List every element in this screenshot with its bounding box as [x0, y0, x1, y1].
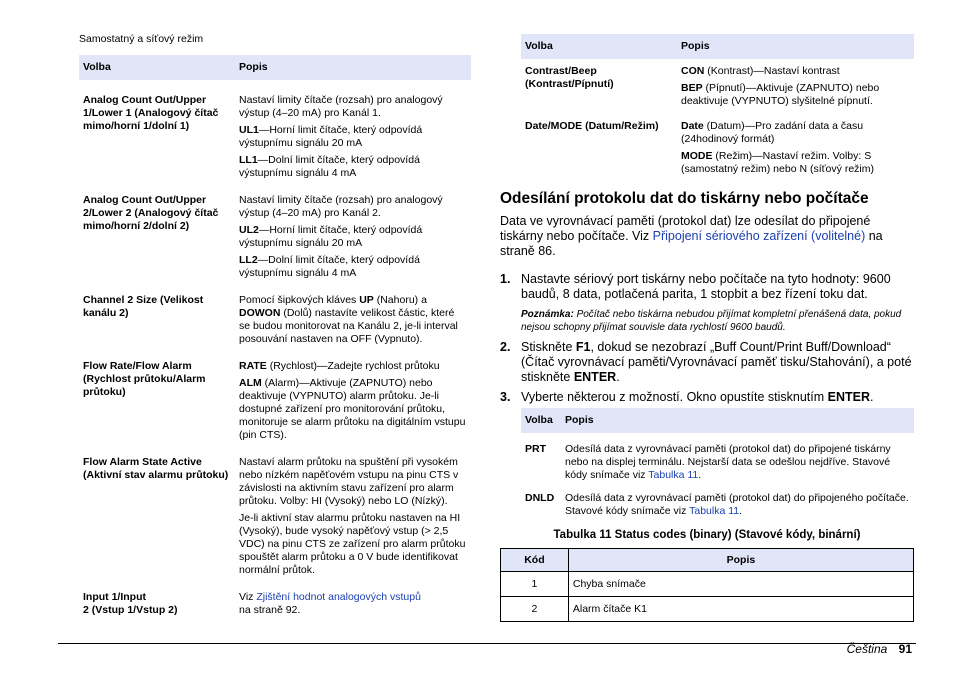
column-header-description: Popis	[677, 34, 914, 59]
page-number: 91	[898, 642, 912, 656]
table-row	[521, 112, 914, 180]
section-intro: Data ve vyrovnávací paměti (protokol dat) lze odesílat do připojené tiskárny nebo počítače. Viz Připojení sériového zařízení (volitelné) na straně 86.	[500, 214, 883, 258]
column-header-description: Popis	[561, 408, 914, 433]
footer-language: Čeština	[846, 642, 888, 656]
steps-list	[500, 272, 916, 405]
column-header-option: Volba	[79, 55, 235, 80]
table-row	[521, 59, 914, 112]
option-description: Odesílá data z vyrovnávací paměti (protokol dat) do připojeného počítače. Stavové kódy snímače viz Tabulka 11.	[565, 492, 909, 517]
option-name: Analog Count Out/Upper 1/Lower 1 (Analogový čítač mimo/horní 1/dolní 1)	[83, 94, 219, 132]
option-name: PRT	[525, 443, 546, 455]
step-1: 1. Nastavte sériový port tiskárny nebo počítače na tyto hodnoty: 9600 baudů, 8 data, potlačená parita, 1 stopbit a bez řízení toku dat.	[500, 272, 891, 301]
option-description: Odesílá data z vyrovnávací paměti (protokol dat) do připojené tiskárny nebo na displej terminálu. Nejstarší data se odešlou nejdříve. Stavové kódy snímače viz Tabulka 11.	[565, 443, 891, 481]
options-table-right-top	[521, 34, 914, 180]
code-description: Alarm čítače K1	[568, 597, 913, 622]
note: Poznámka: Počítač nebo tiskárna nebudou přijímat kompletní přenášená data, pokud nejsou schopny přijímat souvisle data rychlostí 9600 baudů.	[521, 309, 902, 333]
option-name: Date/MODE (Datum/Režim)	[525, 120, 659, 132]
option-name: Channel 2 Size (Velikost kanálu 2)	[83, 294, 204, 319]
option-name: Contrast/Beep (Kontrast/Pípnutí)	[525, 65, 614, 90]
code-cell: 2	[501, 597, 569, 622]
table-row	[79, 284, 471, 350]
link-table-11[interactable]: Tabulka 11	[689, 505, 740, 517]
table-row	[501, 572, 914, 597]
option-description: Viz Zjištění hodnot analogových vstupů na straně 92.	[239, 591, 421, 616]
footer-rule	[58, 643, 916, 644]
step-2: 2. Stiskněte F1, dokud se nezobrazí „Buff Count/Print Buff/Download“ (Čítač vyrovnávací paměti/Vyrovnávací paměť tisku/Stahování), a poté stiskněte ENTER.	[500, 340, 912, 384]
table-row	[79, 350, 471, 446]
option-name: DNLD	[525, 492, 555, 504]
option-description: Nastaví limity čítače (rozsah) pro analogový výstup (4–20 mA) pro Kanál 1. UL1—Horní limit čítače, který odpovídá výstupnímu signálu 20 mA LL1—Dolní limit čítače, který odpovídá výstupnímu signálu 4 mA	[239, 94, 443, 179]
table-row	[79, 446, 471, 581]
table-row	[79, 581, 471, 621]
option-description: Nastaví limity čítače (rozsah) pro analogový výstup (4–20 mA) pro Kanál 2. UL2—Horní limit čítače, který odpovídá výstupnímu signálu 20 mA LL2—Dolní limit čítače, který odpovídá výstupnímu signálu 4 mA	[239, 194, 443, 279]
option-description: Nastaví alarm průtoku na spuštění při vysokém nebo nízkém napěťovém vstupu na pinu CTS v závislosti na aktivním stavu zařízení pro alarm průtoku. Volby: HI (Vysoký) nebo LO (Nízký). Je-li aktivní stav alarmu průtoku nastaven na HI (Vysoký), bude vysoký napěťový vstup (> 2,5 VDC) na pinu CTS ze zařízení pro alarm průtoku spouštět alarm průtoku a 0 V bude identifikovat normální průtok.	[239, 456, 466, 576]
print-options-table	[521, 408, 914, 518]
column-header-code: Kód	[501, 549, 569, 572]
step-3: 3. Vyberte některou z možností. Okno opustíte stisknutím ENTER.	[500, 390, 874, 404]
option-description: Pomocí šipkových kláves UP (Nahoru) a DOWON (Dolů) nastavíte velikost částic, které se budou monitorovat na Kanálu 2, je-li interval posouvání nastaven na OFF (Vypnuto).	[239, 294, 458, 345]
section-heading: Odesílání protokolu dat do tiskárny nebo počítače	[500, 190, 869, 207]
column-header-option: Volba	[521, 408, 561, 433]
table-caption: Tabulka 11 Status codes (binary) (Stavové kódy, binární)	[553, 529, 861, 541]
option-name: Input 1/Input 2 (Vstup 1/Vstup 2)	[83, 591, 178, 616]
column-header-description: Popis	[568, 549, 913, 572]
table-row	[521, 482, 914, 518]
column-header-option: Volba	[521, 34, 677, 59]
table-row	[79, 80, 471, 184]
option-name: Flow Rate/Flow Alarm (Rychlost průtoku/Alarm průtoku)	[83, 360, 206, 398]
option-description: CON (Kontrast)—Nastaví kontrast BEP (Pípnutí)—Aktivuje (ZAPNUTO) nebo deaktivuje (VYPNUTO) slyšitelné pípnutí.	[681, 65, 880, 107]
option-name: Analog Count Out/Upper 2/Lower 2 (Analogový čítač mimo/horní 2/dolní 2)	[83, 194, 219, 232]
footer	[847, 642, 912, 656]
table-row	[79, 184, 471, 284]
option-description: Date (Datum)—Pro zadání data a času (24hodinový formát) MODE (Režim)—Nastaví režim. Volby: S (samostatný režim) nebo N (síťový režim)	[681, 120, 874, 175]
link-table-11[interactable]: Tabulka 11	[648, 469, 699, 481]
code-cell: 1	[501, 572, 569, 597]
code-description: Chyba snímače	[568, 572, 913, 597]
table-row	[521, 433, 914, 482]
status-codes-table	[500, 548, 914, 622]
link-serial-device[interactable]: Připojení sériového zařízení (volitelné)	[652, 229, 866, 243]
option-name: Flow Alarm State Active (Aktivní stav alarmu průtoku)	[83, 456, 229, 481]
option-description: RATE (Rychlost)—Zadejte rychlost průtoku ALM (Alarm)—Aktivuje (ZAPNUTO) nebo deaktivuje (VYPNUTO) alarm průtoku. Je-li dostupné zařízení pro monitorování průtoku, monitoruje se alarm průtoku na digitálním vstupu (pin CTS).	[239, 360, 466, 441]
table-row	[501, 597, 914, 622]
options-table-left	[79, 55, 471, 621]
link-analog-inputs[interactable]: Zjištění hodnot analogových vstupů	[256, 591, 421, 603]
column-header-description: Popis	[235, 55, 471, 80]
running-head: Samostatný a síťový režim	[79, 33, 204, 45]
